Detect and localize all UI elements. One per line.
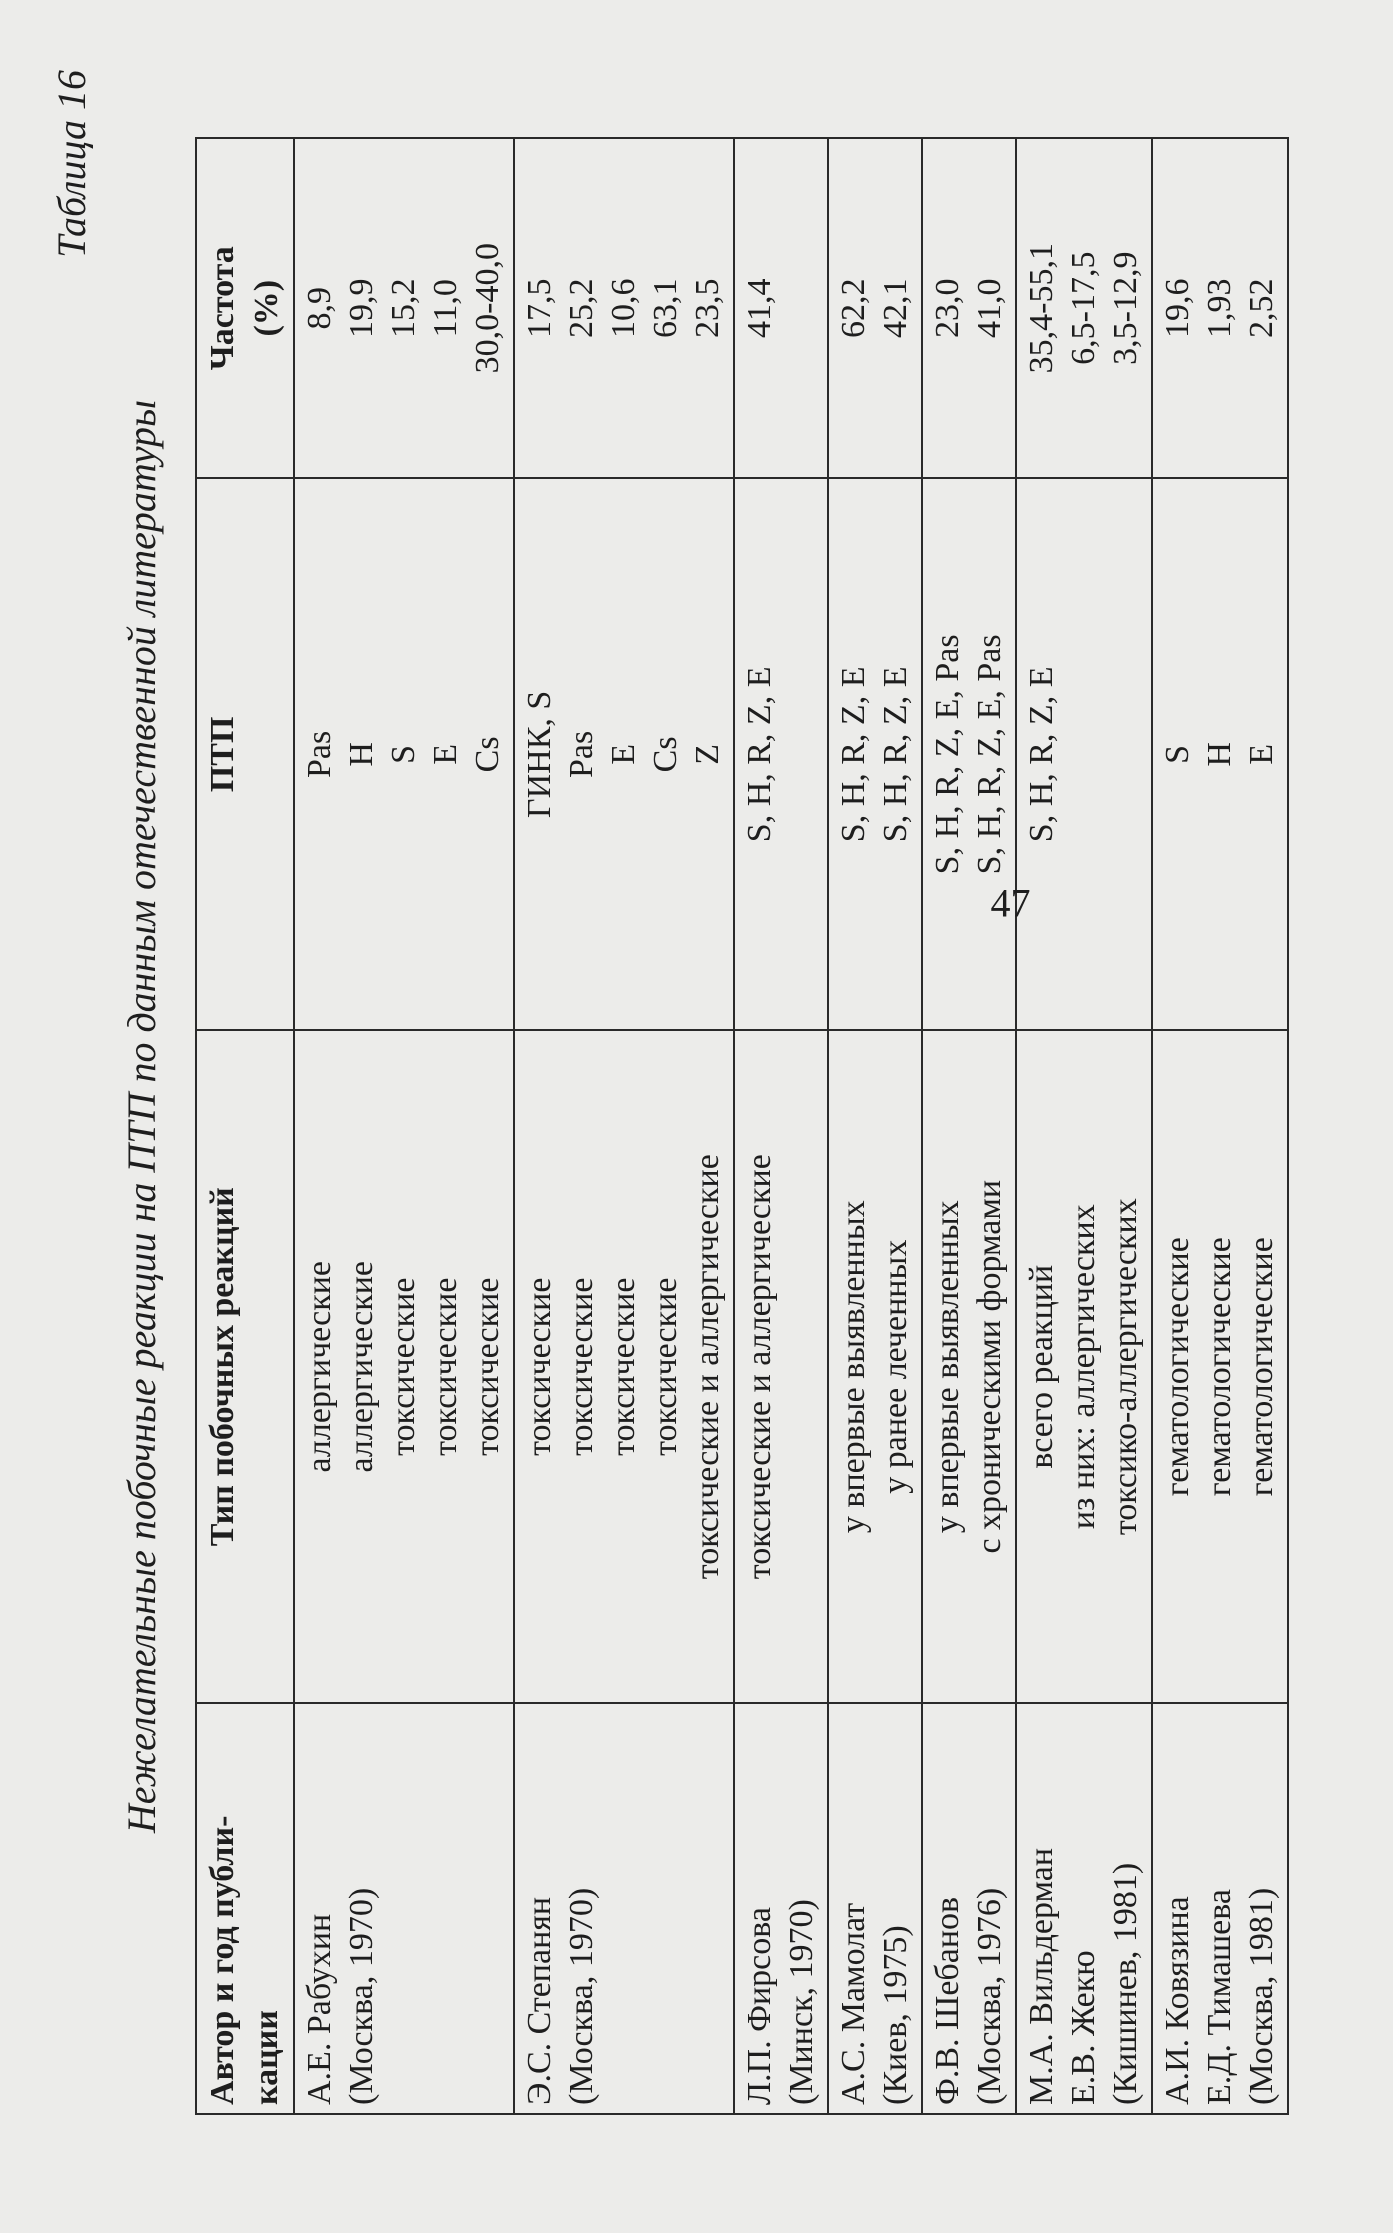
cell-reaction-type-line: у впервые выявленных [929, 1200, 966, 1534]
cell-ptp [294, 478, 514, 1030]
cell-reaction-type-line: гематологические [1159, 1237, 1196, 1497]
cell-ptp [828, 478, 922, 1030]
cell-reaction-type-line: токсические [427, 1277, 464, 1456]
header-frequency-line1: Частота [204, 246, 241, 371]
cell-frequency-line: 6,5-17,5 [1065, 251, 1102, 365]
cell-reaction-type-line: токсические [469, 1277, 506, 1456]
header-author-line1: Автор и год публи- [204, 1815, 241, 2105]
cell-author-line: (Кишинев, 1981) [1107, 1862, 1144, 2105]
cell-frequency-line: 10,6 [605, 278, 642, 338]
cell-author-line: М.А. Вильдерман [1023, 1847, 1060, 2105]
cell-author [294, 1703, 514, 2114]
cell-frequency [828, 138, 922, 478]
cell-author-line: (Москва, 1981) [1243, 1887, 1280, 2105]
cell-ptp [922, 478, 1016, 1030]
cell-reaction-type [922, 1030, 1016, 1703]
cell-reaction-type-line: из них: аллергических [1065, 1204, 1102, 1530]
cell-author-line: Е.В. Жекю [1065, 1950, 1102, 2105]
cell-ptp-line: Z [689, 743, 726, 765]
cell-author-line: (Киев, 1975) [877, 1925, 914, 2105]
cell-reaction-type [828, 1030, 922, 1703]
cell-reaction-type-line: токсические [563, 1277, 600, 1456]
cell-frequency-line: 3,5-12,9 [1107, 251, 1144, 365]
cell-ptp-line: S, H, R, Z, E [1023, 666, 1060, 843]
cell-author-line: А.Е. Рабухин [301, 1913, 338, 2105]
cell-frequency-line: 41,0 [971, 278, 1008, 338]
cell-author-line: Е.Д. Тимашева [1201, 1889, 1238, 2105]
cell-ptp-line: E [605, 743, 642, 765]
table-row [828, 138, 922, 2114]
cell-reaction-type-line: токсические и аллергические [689, 1154, 726, 1580]
cell-reaction-type [514, 1030, 734, 1703]
cell-ptp-line: ГИНК, S [521, 690, 558, 819]
cell-author [828, 1703, 922, 2114]
cell-frequency-line: 23,5 [689, 278, 726, 338]
cell-author-line: (Москва, 1970) [563, 1887, 600, 2105]
cell-ptp-line: S, H, R, Z, E, Pas [929, 634, 966, 875]
cell-ptp-line: S, H, R, Z, E [741, 666, 778, 843]
cell-ptp-line: E [1243, 743, 1280, 765]
cell-reaction-type-line: у ранее леченных [877, 1239, 914, 1494]
cell-author [922, 1703, 1016, 2114]
cell-ptp-line: Pas [301, 730, 338, 778]
cell-author-line: (Москва, 1970) [343, 1887, 380, 2105]
table-row [1016, 138, 1152, 2114]
cell-reaction-type-line: всего реакций [1023, 1264, 1060, 1469]
cell-frequency-line: 17,5 [521, 278, 558, 338]
cell-reaction-type-line: гематологические [1243, 1237, 1280, 1497]
header-ptp: ПТП [196, 478, 294, 1030]
table-row [734, 138, 828, 2114]
header-author-line2: кации [248, 2010, 285, 2105]
cell-author-line: А.С. Мамолат [835, 1902, 872, 2105]
cell-ptp [734, 478, 828, 1030]
cell-frequency-line: 63,1 [647, 278, 684, 338]
page-number-container [990, 863, 1080, 943]
page-number: 47 [990, 880, 1031, 926]
cell-reaction-type-line: гематологические [1201, 1237, 1238, 1497]
cell-frequency-line: 42,1 [877, 278, 914, 338]
cell-ptp-line: E [427, 743, 464, 765]
cell-ptp-line: S, H, R, Z, E, Pas [971, 634, 1008, 875]
cell-reaction-type-line: токсические [647, 1277, 684, 1456]
table-row [514, 138, 734, 2114]
header-frequency [196, 138, 294, 478]
cell-ptp-line: S [385, 744, 422, 764]
cell-frequency-line: 35,4-55,1 [1023, 243, 1060, 374]
cell-frequency [1152, 138, 1288, 478]
cell-frequency [922, 138, 1016, 478]
table-row [1152, 138, 1288, 2114]
cell-author [1152, 1703, 1288, 2114]
cell-frequency [734, 138, 828, 478]
table-title: Нежелательные побочные реакции на ПТП по данным отечественной литературы [119, 399, 164, 1834]
cell-frequency-line: 8,9 [301, 286, 338, 330]
data-table [195, 137, 1289, 2115]
cell-author-line: (Минск, 1970) [783, 1899, 820, 2105]
cell-reaction-type [294, 1030, 514, 1703]
table-row [922, 138, 1016, 2114]
cell-reaction-type-line: с хроническими формами [971, 1179, 1008, 1554]
cell-frequency-line: 11,0 [427, 279, 464, 338]
cell-reaction-type-line: у впервые выявленных [835, 1200, 872, 1534]
cell-reaction-type-line: токсические [385, 1277, 422, 1456]
cell-ptp-line: Pas [563, 730, 600, 778]
table-number: Таблица 16 [49, 70, 94, 258]
header-author [196, 1703, 294, 2114]
cell-frequency-line: 19,6 [1159, 278, 1196, 338]
header-reaction: Тип побочных реакций [196, 1030, 294, 1703]
cell-frequency-line: 19,9 [343, 278, 380, 338]
cell-author [734, 1703, 828, 2114]
cell-ptp-line: H [343, 742, 380, 767]
cell-reaction-type-line: токсические [605, 1277, 642, 1456]
header-frequency-line2: (%) [248, 279, 285, 337]
cell-author-line: Э.С. Степанян [521, 1896, 558, 2105]
cell-reaction-type [1152, 1030, 1288, 1703]
table-body [294, 138, 1288, 2114]
cell-ptp [1016, 478, 1152, 1030]
cell-author [1016, 1703, 1152, 2114]
cell-frequency-line: 23,0 [929, 278, 966, 338]
cell-reaction-type-line: токсические [521, 1277, 558, 1456]
cell-reaction-type-line: токсико-аллергических [1107, 1198, 1144, 1536]
cell-frequency-line: 2,52 [1243, 278, 1280, 338]
cell-frequency-line: 15,2 [385, 278, 422, 338]
cell-reaction-type [1016, 1030, 1152, 1703]
cell-ptp-line: S, H, R, Z, E [835, 666, 872, 843]
cell-frequency-line: 25,2 [563, 278, 600, 338]
cell-frequency [514, 138, 734, 478]
cell-frequency [294, 138, 514, 478]
cell-frequency-line: 1,93 [1201, 278, 1238, 338]
cell-frequency-line: 62,2 [835, 278, 872, 338]
cell-reaction-type [734, 1030, 828, 1703]
cell-reaction-type-line: токсические и аллергические [741, 1154, 778, 1580]
cell-ptp-line: S, H, R, Z, E [877, 666, 914, 843]
cell-author-line: А.И. Ковязина [1159, 1896, 1196, 2105]
cell-ptp-line: S [1159, 744, 1196, 764]
cell-ptp-line: Cs [469, 736, 506, 773]
cell-ptp [1152, 478, 1288, 1030]
cell-author [514, 1703, 734, 2114]
cell-author-line: Л.П. Фирсова [741, 1907, 778, 2105]
cell-ptp-line: Cs [647, 736, 684, 773]
table-row [294, 138, 514, 2114]
table-header-row [196, 138, 294, 2114]
cell-author-line: (Москва, 1976) [971, 1887, 1008, 2105]
cell-reaction-type-line: аллергические [301, 1260, 338, 1473]
cell-ptp-line: H [1201, 742, 1238, 767]
cell-ptp [514, 478, 734, 1030]
cell-reaction-type-line: аллергические [343, 1260, 380, 1473]
cell-author-line: Ф.В. Шебанов [929, 1896, 966, 2105]
cell-frequency [1016, 138, 1152, 478]
cell-frequency-line: 30,0-40,0 [469, 243, 506, 374]
cell-frequency-line: 41,4 [741, 278, 778, 338]
